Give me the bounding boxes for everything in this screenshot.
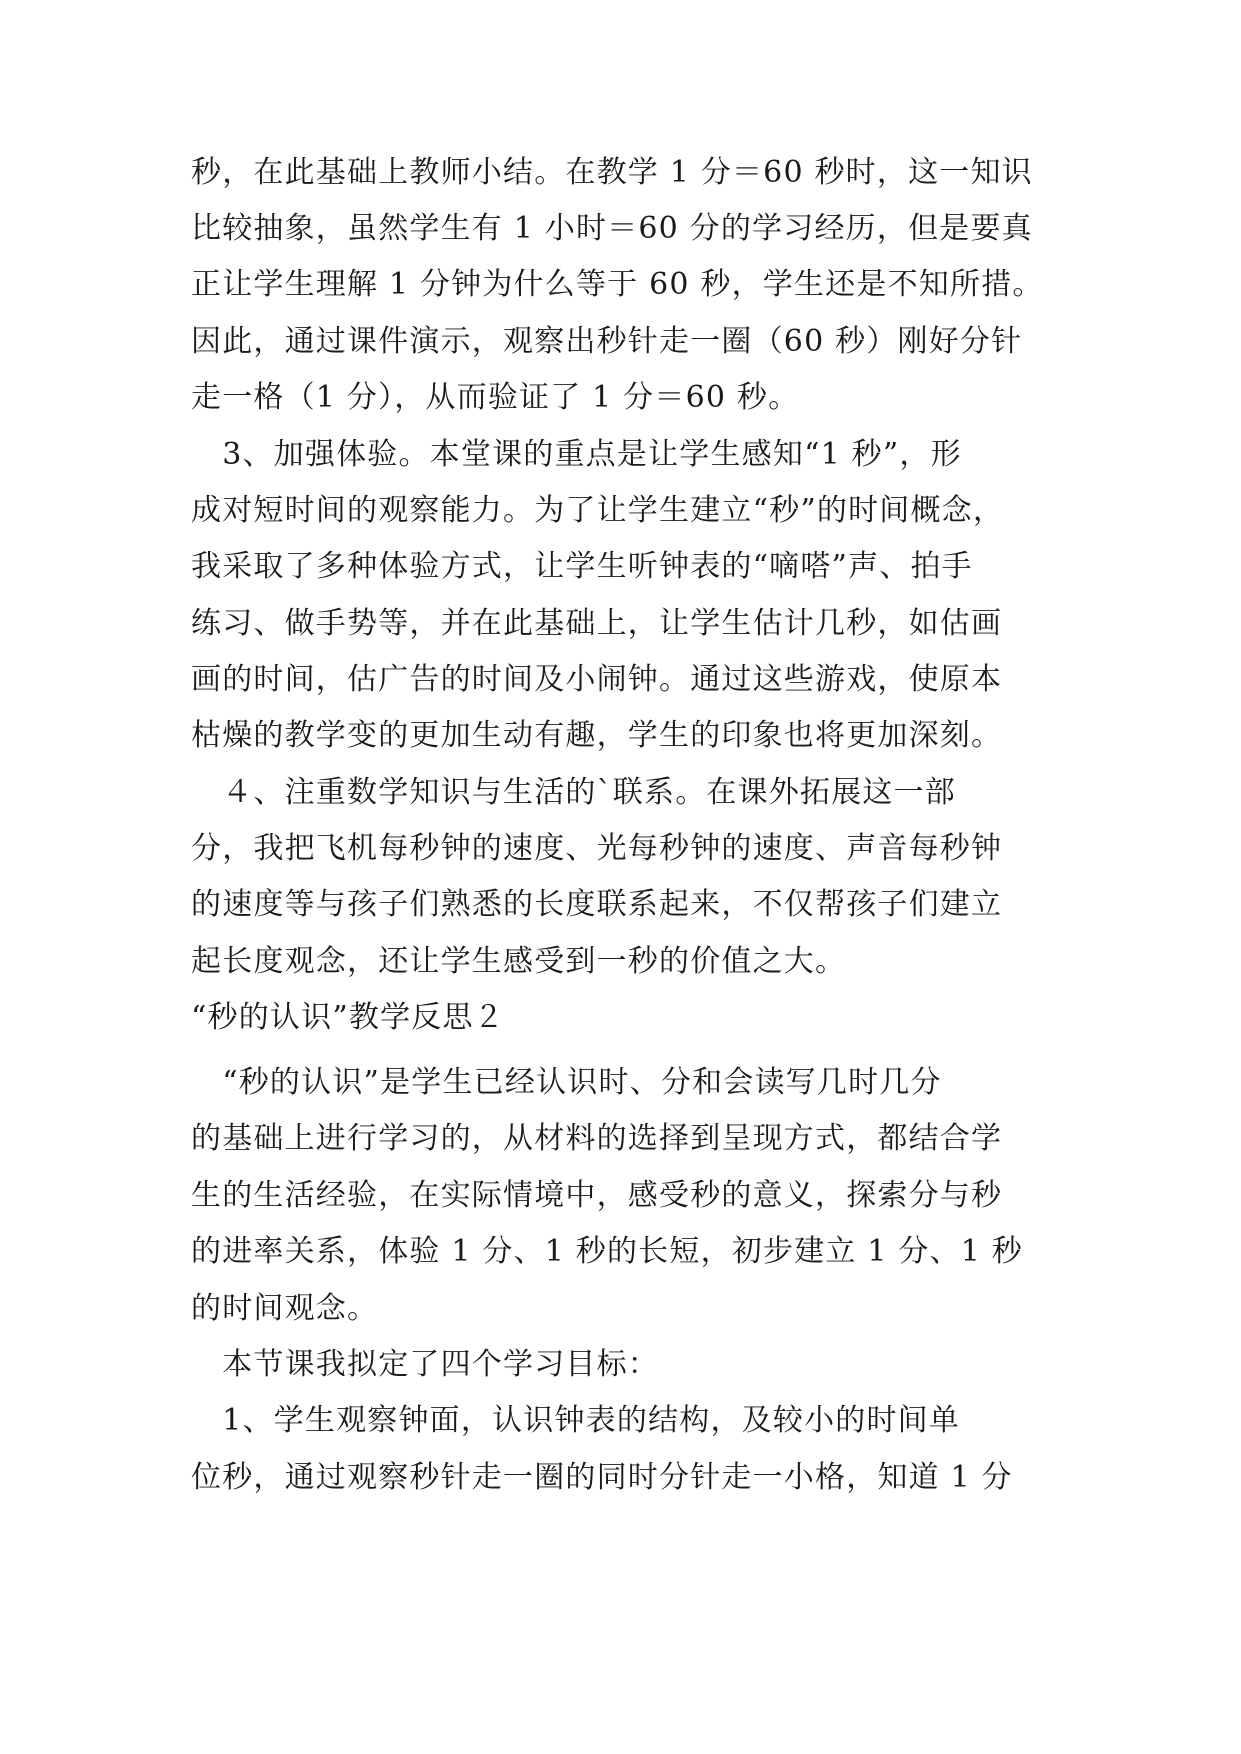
paragraph-line: 1、学生观察钟面，认识钟表的结构，及较小的时间单 xyxy=(191,1403,961,1438)
paragraph-line: 比较抽象，虽然学生有 1 小时＝60 分的学习经历，但是要真 xyxy=(191,211,1033,246)
paragraph-line: 我采取了多种体验方式，让学生听钟表的“嘀嗒”声、拍手 xyxy=(191,549,973,584)
paragraph-line: 因此，通过课件演示，观察出秒针走一圈（60 秒）刚好分针 xyxy=(191,324,1023,359)
paragraph-line: 的基础上进行学习的，从材料的选择到呈现方式，都结合学 xyxy=(191,1121,1003,1156)
paragraph-line: 位秒，通过观察秒针走一圈的同时分针走一小格，知道 1 分 xyxy=(191,1460,1013,1495)
paragraph-line: ４、注重数学知识与生活的`联系。在课外拓展这一部 xyxy=(191,775,956,810)
paragraph-line: 本节课我拟定了四个学习目标： xyxy=(191,1347,659,1382)
paragraph-line: “秒的认识”是学生已经认识时、分和会读写几时几分 xyxy=(191,1065,942,1100)
paragraph-line: 成对短时间的观察能力。为了让学生建立“秒”的时间概念， xyxy=(191,493,1005,528)
paragraph-line: 走一格（1 分），从而验证了 1 分＝60 秒。 xyxy=(191,380,800,415)
paragraph-line: 分，我把飞机每秒钟的速度、光每秒钟的速度、声音每秒钟 xyxy=(191,831,1003,866)
paragraph-line: 3、加强体验。本堂课的重点是让学生感知“1 秒”，形 xyxy=(191,437,962,472)
paragraph-line: 画的时间，估广告的时间及小闹钟。通过这些游戏，使原本 xyxy=(191,662,1003,697)
section-heading: “秒的认识”教学反思２ xyxy=(191,1000,505,1035)
paragraph-line: 生的生活经验，在实际情境中，感受秒的意义，探索分与秒 xyxy=(191,1178,1003,1213)
paragraph-line: 练习、做手势等，并在此基础上，让学生估计几秒，如估画 xyxy=(191,606,1003,641)
paragraph-line: 正让学生理解 1 分钟为什么等于 60 秒，学生还是不知所措。 xyxy=(191,267,1044,302)
paragraph-line: 的进率关系，体验 1 分、1 秒的长短，初步建立 1 分、1 秒 xyxy=(191,1234,1023,1269)
paragraph-line: 的时间观念。 xyxy=(191,1291,379,1326)
paragraph-line: 的速度等与孩子们熟悉的长度联系起来，不仅帮孩子们建立 xyxy=(191,887,1003,922)
paragraph-line: 秒，在此基础上教师小结。在教学 1 分＝60 秒时，这一知识 xyxy=(191,155,1033,190)
paragraph-line: 枯燥的教学变的更加生动有趣，学生的印象也将更加深刻。 xyxy=(191,718,1003,753)
paragraph-line: 起长度观念，还让学生感受到一秒的价值之大。 xyxy=(191,944,847,979)
